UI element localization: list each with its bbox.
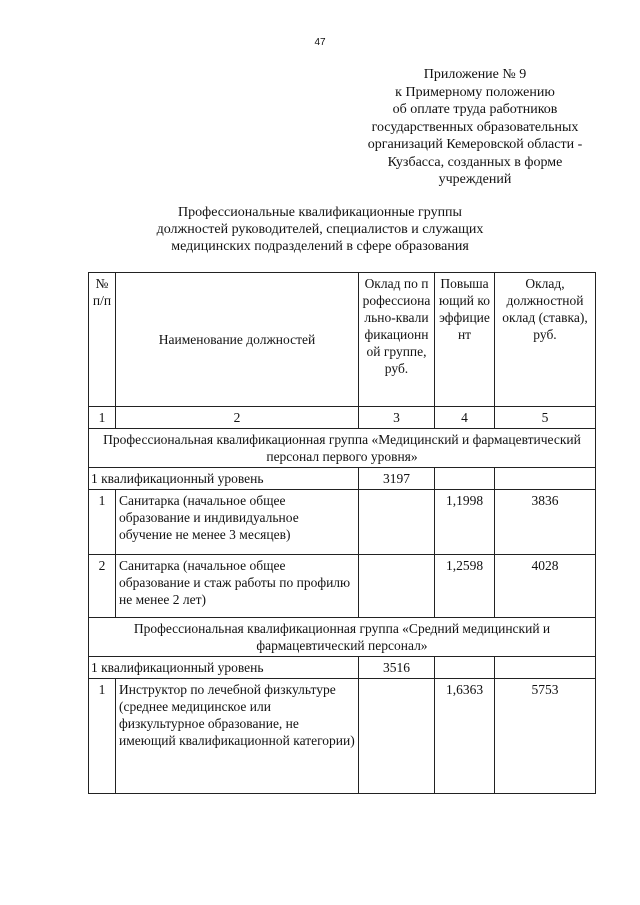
table-row	[89, 679, 596, 794]
appendix-line: учреждений	[438, 172, 512, 187]
appendix-line: государственных образовательных	[371, 119, 579, 135]
column-number: 4	[435, 407, 495, 429]
column-number: 3	[359, 407, 435, 429]
column-number: 1	[89, 407, 116, 429]
empty-cell	[435, 468, 495, 490]
title-line: Профессиональные квалификационные группы	[178, 205, 462, 220]
document-title	[95, 204, 545, 255]
row-name: Санитарка (начальное общее образование и индивидуальное обучение не менее 3 месяцев)	[116, 490, 359, 555]
appendix-line: Кузбасса, созданных в форме	[387, 154, 563, 170]
table-header-row	[89, 273, 596, 407]
column-number: 2	[116, 407, 359, 429]
row-name: Инструктор по лечебной физкультуре (среднее медицинское или физкультурное образование, не имеющий квалификационной категории)	[116, 679, 359, 794]
level-row	[89, 468, 596, 490]
level-salary: 3516	[359, 657, 435, 679]
group-title-row	[89, 429, 596, 468]
row-final-salary: 5753	[495, 679, 596, 794]
level-name: 1 квалификационный уровень	[89, 468, 359, 490]
header-coefficient: Повышающий коэффициент	[435, 273, 495, 407]
header-num: № п/п	[89, 273, 116, 407]
appendix-line: к Примерному положению	[395, 84, 555, 100]
row-final-salary: 3836	[495, 490, 596, 555]
title-line: должностей руководителей, специалистов и служащих	[156, 222, 484, 237]
appendix-line: об оплате труда работников	[392, 102, 558, 117]
row-coefficient: 1,2598	[435, 555, 495, 618]
group-title: Профессиональная квалификационная группа «Средний медицинский и фармацевтический персонал»	[89, 618, 596, 657]
level-name: 1 квалификационный уровень	[89, 657, 359, 679]
empty-cell	[435, 657, 495, 679]
empty-cell	[495, 468, 596, 490]
appendix-line: Приложение № 9	[423, 67, 527, 82]
salary-table	[88, 272, 596, 794]
row-num: 1	[89, 490, 116, 555]
row-final-salary: 4028	[495, 555, 596, 618]
empty-cell	[359, 679, 435, 794]
empty-cell	[359, 555, 435, 618]
title-line: медицинских подразделений в сфере образования	[171, 239, 469, 254]
level-salary: 3197	[359, 468, 435, 490]
group-title: Профессиональная квалификационная группа «Медицинский и фармацевтический персонал первого уровня»	[89, 429, 596, 468]
empty-cell	[359, 490, 435, 555]
table-row	[89, 555, 596, 618]
row-coefficient: 1,1998	[435, 490, 495, 555]
level-row	[89, 657, 596, 679]
empty-cell	[495, 657, 596, 679]
row-name: Санитарка (начальное общее образование и стаж работы по профилю не менее 2 лет)	[116, 555, 359, 618]
row-num: 2	[89, 555, 116, 618]
header-salary: Оклад по профессионально-квалификационной группе, руб.	[359, 273, 435, 407]
row-num: 1	[89, 679, 116, 794]
column-number: 5	[495, 407, 596, 429]
table-row	[89, 490, 596, 555]
appendix-line: организаций Кемеровской области -	[367, 137, 583, 152]
group-title-row	[89, 618, 596, 657]
column-number-row	[89, 407, 596, 429]
appendix-header	[340, 66, 610, 189]
header-name: Наименование должностей	[116, 273, 359, 407]
page-number: 47	[314, 37, 326, 48]
header-final-salary: Оклад, должностной оклад (ставка), руб.	[495, 273, 596, 407]
row-coefficient: 1,6363	[435, 679, 495, 794]
